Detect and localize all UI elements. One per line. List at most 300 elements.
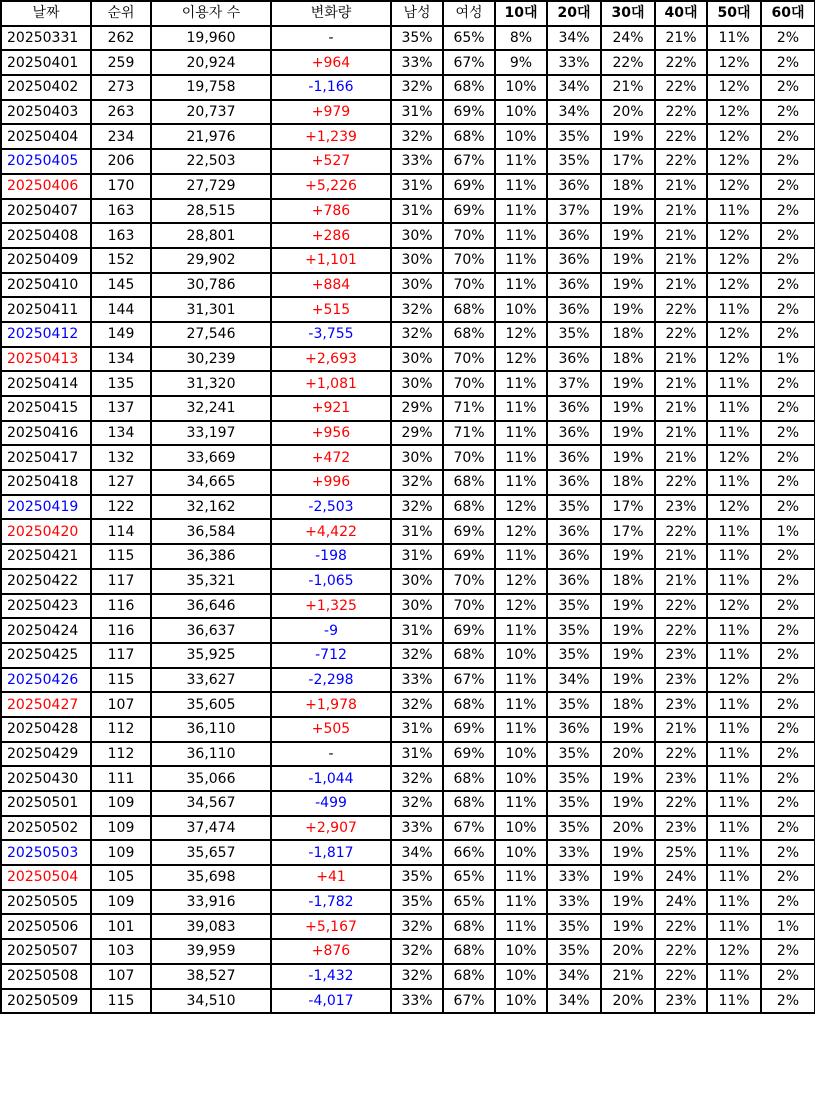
cell-date: 20250410 <box>1 273 91 298</box>
cell-age-20s: 35% <box>547 692 601 717</box>
cell-male: 31% <box>391 519 443 544</box>
cell-age-10s: 12% <box>495 347 547 372</box>
cell-rank: 259 <box>91 50 151 75</box>
cell-age-50s: 11% <box>707 470 761 495</box>
cell-male: 32% <box>391 766 443 791</box>
cell-date: 20250420 <box>1 519 91 544</box>
header-rank: 순위 <box>91 1 151 26</box>
cell-age-60s: 2% <box>761 544 815 569</box>
cell-rank: 263 <box>91 100 151 125</box>
cell-rank: 234 <box>91 124 151 149</box>
cell-rank: 122 <box>91 495 151 520</box>
cell-age-10s: 8% <box>495 26 547 51</box>
cell-rank: 163 <box>91 223 151 248</box>
cell-users: 32,162 <box>151 495 271 520</box>
table-row <box>1 766 815 791</box>
cell-female: 68% <box>443 643 495 668</box>
cell-male: 32% <box>391 495 443 520</box>
cell-age-60s: 2% <box>761 445 815 470</box>
cell-rank: 145 <box>91 273 151 298</box>
table-row <box>1 75 815 100</box>
cell-female: 70% <box>443 371 495 396</box>
cell-age-50s: 11% <box>707 816 761 841</box>
cell-users: 27,546 <box>151 322 271 347</box>
cell-age-10s: 11% <box>495 470 547 495</box>
cell-change: +472 <box>271 445 391 470</box>
cell-female: 65% <box>443 26 495 51</box>
cell-age-40s: 21% <box>655 569 707 594</box>
cell-age-30s: 20% <box>601 100 655 125</box>
cell-age-10s: 11% <box>495 248 547 273</box>
cell-age-10s: 12% <box>495 569 547 594</box>
table-row <box>1 914 815 939</box>
cell-age-40s: 23% <box>655 692 707 717</box>
cell-male: 35% <box>391 865 443 890</box>
cell-age-30s: 22% <box>601 50 655 75</box>
cell-male: 30% <box>391 445 443 470</box>
cell-age-30s: 19% <box>601 594 655 619</box>
cell-female: 68% <box>443 75 495 100</box>
cell-date: 20250414 <box>1 371 91 396</box>
cell-rank: 144 <box>91 297 151 322</box>
cell-age-10s: 11% <box>495 199 547 224</box>
cell-age-40s: 21% <box>655 717 707 742</box>
cell-age-50s: 11% <box>707 371 761 396</box>
cell-age-30s: 20% <box>601 816 655 841</box>
cell-age-50s: 11% <box>707 865 761 890</box>
cell-male: 31% <box>391 717 443 742</box>
cell-users: 20,924 <box>151 50 271 75</box>
cell-age-40s: 21% <box>655 223 707 248</box>
cell-age-40s: 21% <box>655 26 707 51</box>
cell-rank: 262 <box>91 26 151 51</box>
cell-age-60s: 2% <box>761 297 815 322</box>
cell-date: 20250408 <box>1 223 91 248</box>
cell-age-60s: 2% <box>761 840 815 865</box>
cell-date: 20250331 <box>1 26 91 51</box>
cell-age-60s: 2% <box>761 643 815 668</box>
cell-users: 35,321 <box>151 569 271 594</box>
cell-age-60s: 2% <box>761 371 815 396</box>
cell-rank: 107 <box>91 692 151 717</box>
cell-age-30s: 20% <box>601 742 655 767</box>
cell-change: +505 <box>271 717 391 742</box>
cell-age-40s: 22% <box>655 594 707 619</box>
cell-female: 68% <box>443 470 495 495</box>
cell-age-10s: 10% <box>495 124 547 149</box>
cell-age-60s: 2% <box>761 273 815 298</box>
table-row <box>1 989 815 1014</box>
cell-rank: 134 <box>91 421 151 446</box>
cell-age-60s: 2% <box>761 223 815 248</box>
cell-date: 20250409 <box>1 248 91 273</box>
cell-users: 37,474 <box>151 816 271 841</box>
cell-age-50s: 11% <box>707 914 761 939</box>
table-row <box>1 618 815 643</box>
cell-male: 29% <box>391 396 443 421</box>
cell-age-30s: 18% <box>601 470 655 495</box>
cell-date: 20250402 <box>1 75 91 100</box>
header-male: 남성 <box>391 1 443 26</box>
cell-users: 19,960 <box>151 26 271 51</box>
cell-age-40s: 22% <box>655 914 707 939</box>
cell-users: 35,925 <box>151 643 271 668</box>
table-row <box>1 791 815 816</box>
cell-age-20s: 34% <box>547 75 601 100</box>
cell-age-30s: 19% <box>601 791 655 816</box>
cell-female: 67% <box>443 668 495 693</box>
cell-age-50s: 11% <box>707 618 761 643</box>
cell-users: 36,386 <box>151 544 271 569</box>
cell-age-40s: 25% <box>655 840 707 865</box>
cell-rank: 149 <box>91 322 151 347</box>
cell-age-50s: 11% <box>707 717 761 742</box>
cell-age-40s: 22% <box>655 742 707 767</box>
cell-age-10s: 10% <box>495 100 547 125</box>
cell-female: 70% <box>443 445 495 470</box>
cell-age-10s: 11% <box>495 149 547 174</box>
cell-age-10s: 10% <box>495 75 547 100</box>
cell-male: 32% <box>391 939 443 964</box>
cell-users: 39,083 <box>151 914 271 939</box>
cell-age-50s: 11% <box>707 297 761 322</box>
cell-change: +876 <box>271 939 391 964</box>
cell-date: 20250416 <box>1 421 91 446</box>
cell-male: 33% <box>391 149 443 174</box>
cell-date: 20250506 <box>1 914 91 939</box>
cell-female: 69% <box>443 742 495 767</box>
table-row <box>1 199 815 224</box>
cell-rank: 101 <box>91 914 151 939</box>
cell-change: - <box>271 742 391 767</box>
cell-age-50s: 12% <box>707 594 761 619</box>
table-row <box>1 890 815 915</box>
cell-female: 70% <box>443 347 495 372</box>
cell-age-40s: 21% <box>655 248 707 273</box>
table-row <box>1 100 815 125</box>
cell-users: 33,627 <box>151 668 271 693</box>
cell-rank: 109 <box>91 791 151 816</box>
cell-rank: 116 <box>91 594 151 619</box>
cell-age-30s: 19% <box>601 643 655 668</box>
cell-change: +1,101 <box>271 248 391 273</box>
cell-change: +5,167 <box>271 914 391 939</box>
cell-age-30s: 19% <box>601 248 655 273</box>
table-row <box>1 939 815 964</box>
cell-age-20s: 36% <box>547 470 601 495</box>
cell-male: 33% <box>391 50 443 75</box>
cell-age-10s: 11% <box>495 273 547 298</box>
cell-change: +786 <box>271 199 391 224</box>
cell-age-20s: 34% <box>547 989 601 1014</box>
cell-male: 30% <box>391 223 443 248</box>
cell-male: 31% <box>391 174 443 199</box>
cell-age-20s: 33% <box>547 50 601 75</box>
cell-age-10s: 11% <box>495 717 547 742</box>
table-row <box>1 519 815 544</box>
cell-male: 32% <box>391 322 443 347</box>
cell-users: 27,729 <box>151 174 271 199</box>
cell-users: 34,665 <box>151 470 271 495</box>
cell-rank: 109 <box>91 890 151 915</box>
cell-date: 20250403 <box>1 100 91 125</box>
cell-change: +1,325 <box>271 594 391 619</box>
cell-age-60s: 2% <box>761 174 815 199</box>
cell-male: 30% <box>391 371 443 396</box>
cell-male: 30% <box>391 569 443 594</box>
cell-users: 22,503 <box>151 149 271 174</box>
cell-rank: 115 <box>91 668 151 693</box>
cell-age-40s: 22% <box>655 618 707 643</box>
cell-rank: 112 <box>91 742 151 767</box>
table-row <box>1 692 815 717</box>
cell-age-40s: 22% <box>655 519 707 544</box>
cell-age-60s: 2% <box>761 396 815 421</box>
cell-date: 20250422 <box>1 569 91 594</box>
cell-change: +2,907 <box>271 816 391 841</box>
cell-age-50s: 12% <box>707 322 761 347</box>
table-row <box>1 26 815 51</box>
cell-age-30s: 19% <box>601 544 655 569</box>
table-row <box>1 470 815 495</box>
cell-date: 20250404 <box>1 124 91 149</box>
cell-age-60s: 2% <box>761 989 815 1014</box>
cell-change: +4,422 <box>271 519 391 544</box>
cell-female: 70% <box>443 273 495 298</box>
cell-age-20s: 35% <box>547 791 601 816</box>
cell-male: 32% <box>391 643 443 668</box>
cell-age-60s: 2% <box>761 100 815 125</box>
cell-change: +979 <box>271 100 391 125</box>
cell-age-50s: 12% <box>707 223 761 248</box>
cell-age-10s: 11% <box>495 371 547 396</box>
cell-users: 36,637 <box>151 618 271 643</box>
cell-age-10s: 10% <box>495 939 547 964</box>
cell-female: 68% <box>443 495 495 520</box>
cell-age-50s: 12% <box>707 939 761 964</box>
table-row <box>1 495 815 520</box>
cell-rank: 115 <box>91 989 151 1014</box>
cell-age-60s: 2% <box>761 26 815 51</box>
cell-change: -2,298 <box>271 668 391 693</box>
cell-users: 33,916 <box>151 890 271 915</box>
cell-age-50s: 11% <box>707 692 761 717</box>
cell-male: 34% <box>391 840 443 865</box>
cell-date: 20250503 <box>1 840 91 865</box>
cell-change: - <box>271 26 391 51</box>
cell-female: 68% <box>443 322 495 347</box>
cell-age-10s: 11% <box>495 618 547 643</box>
cell-age-20s: 36% <box>547 569 601 594</box>
cell-age-20s: 34% <box>547 100 601 125</box>
cell-age-10s: 11% <box>495 914 547 939</box>
cell-age-60s: 2% <box>761 149 815 174</box>
cell-female: 66% <box>443 840 495 865</box>
cell-age-60s: 1% <box>761 914 815 939</box>
cell-age-20s: 35% <box>547 618 601 643</box>
cell-age-50s: 12% <box>707 149 761 174</box>
cell-age-20s: 37% <box>547 199 601 224</box>
cell-age-30s: 17% <box>601 149 655 174</box>
cell-change: +921 <box>271 396 391 421</box>
table-row <box>1 371 815 396</box>
cell-age-50s: 12% <box>707 668 761 693</box>
cell-age-40s: 21% <box>655 273 707 298</box>
cell-date: 20250415 <box>1 396 91 421</box>
cell-age-60s: 2% <box>761 569 815 594</box>
table-row <box>1 149 815 174</box>
cell-age-50s: 12% <box>707 124 761 149</box>
cell-age-20s: 35% <box>547 816 601 841</box>
cell-users: 32,241 <box>151 396 271 421</box>
cell-date: 20250407 <box>1 199 91 224</box>
cell-date: 20250406 <box>1 174 91 199</box>
cell-male: 33% <box>391 989 443 1014</box>
cell-date: 20250411 <box>1 297 91 322</box>
cell-age-20s: 35% <box>547 742 601 767</box>
cell-change: -198 <box>271 544 391 569</box>
cell-users: 35,066 <box>151 766 271 791</box>
cell-age-60s: 2% <box>761 964 815 989</box>
cell-change: +41 <box>271 865 391 890</box>
cell-age-50s: 12% <box>707 445 761 470</box>
cell-users: 20,737 <box>151 100 271 125</box>
cell-female: 68% <box>443 297 495 322</box>
header-age-40s: 40대 <box>655 1 707 26</box>
cell-age-10s: 11% <box>495 692 547 717</box>
cell-male: 30% <box>391 273 443 298</box>
cell-age-40s: 21% <box>655 199 707 224</box>
cell-age-10s: 10% <box>495 840 547 865</box>
cell-age-30s: 19% <box>601 297 655 322</box>
cell-age-40s: 24% <box>655 890 707 915</box>
cell-female: 65% <box>443 865 495 890</box>
header-age-60s: 60대 <box>761 1 815 26</box>
cell-date: 20250508 <box>1 964 91 989</box>
cell-rank: 111 <box>91 766 151 791</box>
cell-age-30s: 21% <box>601 964 655 989</box>
table-row <box>1 322 815 347</box>
table-row <box>1 544 815 569</box>
cell-date: 20250418 <box>1 470 91 495</box>
cell-female: 69% <box>443 618 495 643</box>
cell-users: 19,758 <box>151 75 271 100</box>
cell-age-40s: 23% <box>655 989 707 1014</box>
header-age-30s: 30대 <box>601 1 655 26</box>
cell-female: 65% <box>443 890 495 915</box>
cell-age-30s: 19% <box>601 865 655 890</box>
cell-female: 68% <box>443 766 495 791</box>
cell-female: 68% <box>443 791 495 816</box>
cell-age-20s: 34% <box>547 668 601 693</box>
cell-female: 67% <box>443 989 495 1014</box>
cell-age-40s: 23% <box>655 643 707 668</box>
cell-age-40s: 22% <box>655 322 707 347</box>
cell-age-50s: 11% <box>707 421 761 446</box>
cell-age-40s: 21% <box>655 371 707 396</box>
cell-date: 20250419 <box>1 495 91 520</box>
cell-change: +956 <box>271 421 391 446</box>
cell-male: 31% <box>391 618 443 643</box>
table-row <box>1 865 815 890</box>
table-body <box>1 26 815 1014</box>
cell-age-50s: 11% <box>707 791 761 816</box>
cell-change: -1,044 <box>271 766 391 791</box>
cell-female: 71% <box>443 421 495 446</box>
cell-age-50s: 12% <box>707 347 761 372</box>
cell-age-10s: 11% <box>495 544 547 569</box>
cell-rank: 109 <box>91 816 151 841</box>
cell-date: 20250425 <box>1 643 91 668</box>
cell-male: 32% <box>391 297 443 322</box>
cell-rank: 117 <box>91 643 151 668</box>
cell-age-20s: 36% <box>547 347 601 372</box>
cell-age-10s: 10% <box>495 643 547 668</box>
cell-users: 35,605 <box>151 692 271 717</box>
cell-age-50s: 11% <box>707 840 761 865</box>
cell-age-60s: 2% <box>761 692 815 717</box>
cell-age-20s: 36% <box>547 421 601 446</box>
table-row <box>1 174 815 199</box>
cell-age-40s: 21% <box>655 347 707 372</box>
cell-date: 20250424 <box>1 618 91 643</box>
cell-change: -4,017 <box>271 989 391 1014</box>
cell-age-20s: 35% <box>547 643 601 668</box>
cell-age-20s: 35% <box>547 124 601 149</box>
cell-age-60s: 2% <box>761 199 815 224</box>
cell-female: 70% <box>443 248 495 273</box>
cell-age-30s: 18% <box>601 174 655 199</box>
cell-date: 20250426 <box>1 668 91 693</box>
cell-age-20s: 34% <box>547 26 601 51</box>
cell-age-50s: 11% <box>707 890 761 915</box>
cell-age-20s: 36% <box>547 273 601 298</box>
cell-age-40s: 22% <box>655 75 707 100</box>
cell-age-30s: 18% <box>601 347 655 372</box>
cell-age-20s: 36% <box>547 396 601 421</box>
cell-change: -499 <box>271 791 391 816</box>
cell-age-40s: 22% <box>655 50 707 75</box>
cell-users: 30,786 <box>151 273 271 298</box>
cell-age-20s: 35% <box>547 149 601 174</box>
cell-date: 20250505 <box>1 890 91 915</box>
cell-change: +286 <box>271 223 391 248</box>
cell-age-30s: 20% <box>601 989 655 1014</box>
header-female: 여성 <box>443 1 495 26</box>
cell-rank: 206 <box>91 149 151 174</box>
cell-users: 36,110 <box>151 717 271 742</box>
cell-age-20s: 36% <box>547 248 601 273</box>
cell-rank: 103 <box>91 939 151 964</box>
cell-age-10s: 10% <box>495 989 547 1014</box>
cell-age-30s: 19% <box>601 199 655 224</box>
cell-male: 32% <box>391 964 443 989</box>
cell-users: 36,646 <box>151 594 271 619</box>
cell-users: 35,657 <box>151 840 271 865</box>
cell-female: 69% <box>443 544 495 569</box>
cell-rank: 114 <box>91 519 151 544</box>
cell-age-10s: 10% <box>495 766 547 791</box>
cell-age-20s: 36% <box>547 223 601 248</box>
cell-age-30s: 21% <box>601 75 655 100</box>
cell-age-30s: 24% <box>601 26 655 51</box>
cell-age-40s: 21% <box>655 544 707 569</box>
cell-male: 30% <box>391 248 443 273</box>
cell-users: 28,515 <box>151 199 271 224</box>
header-age-20s: 20대 <box>547 1 601 26</box>
cell-date: 20250413 <box>1 347 91 372</box>
cell-age-60s: 2% <box>761 816 815 841</box>
